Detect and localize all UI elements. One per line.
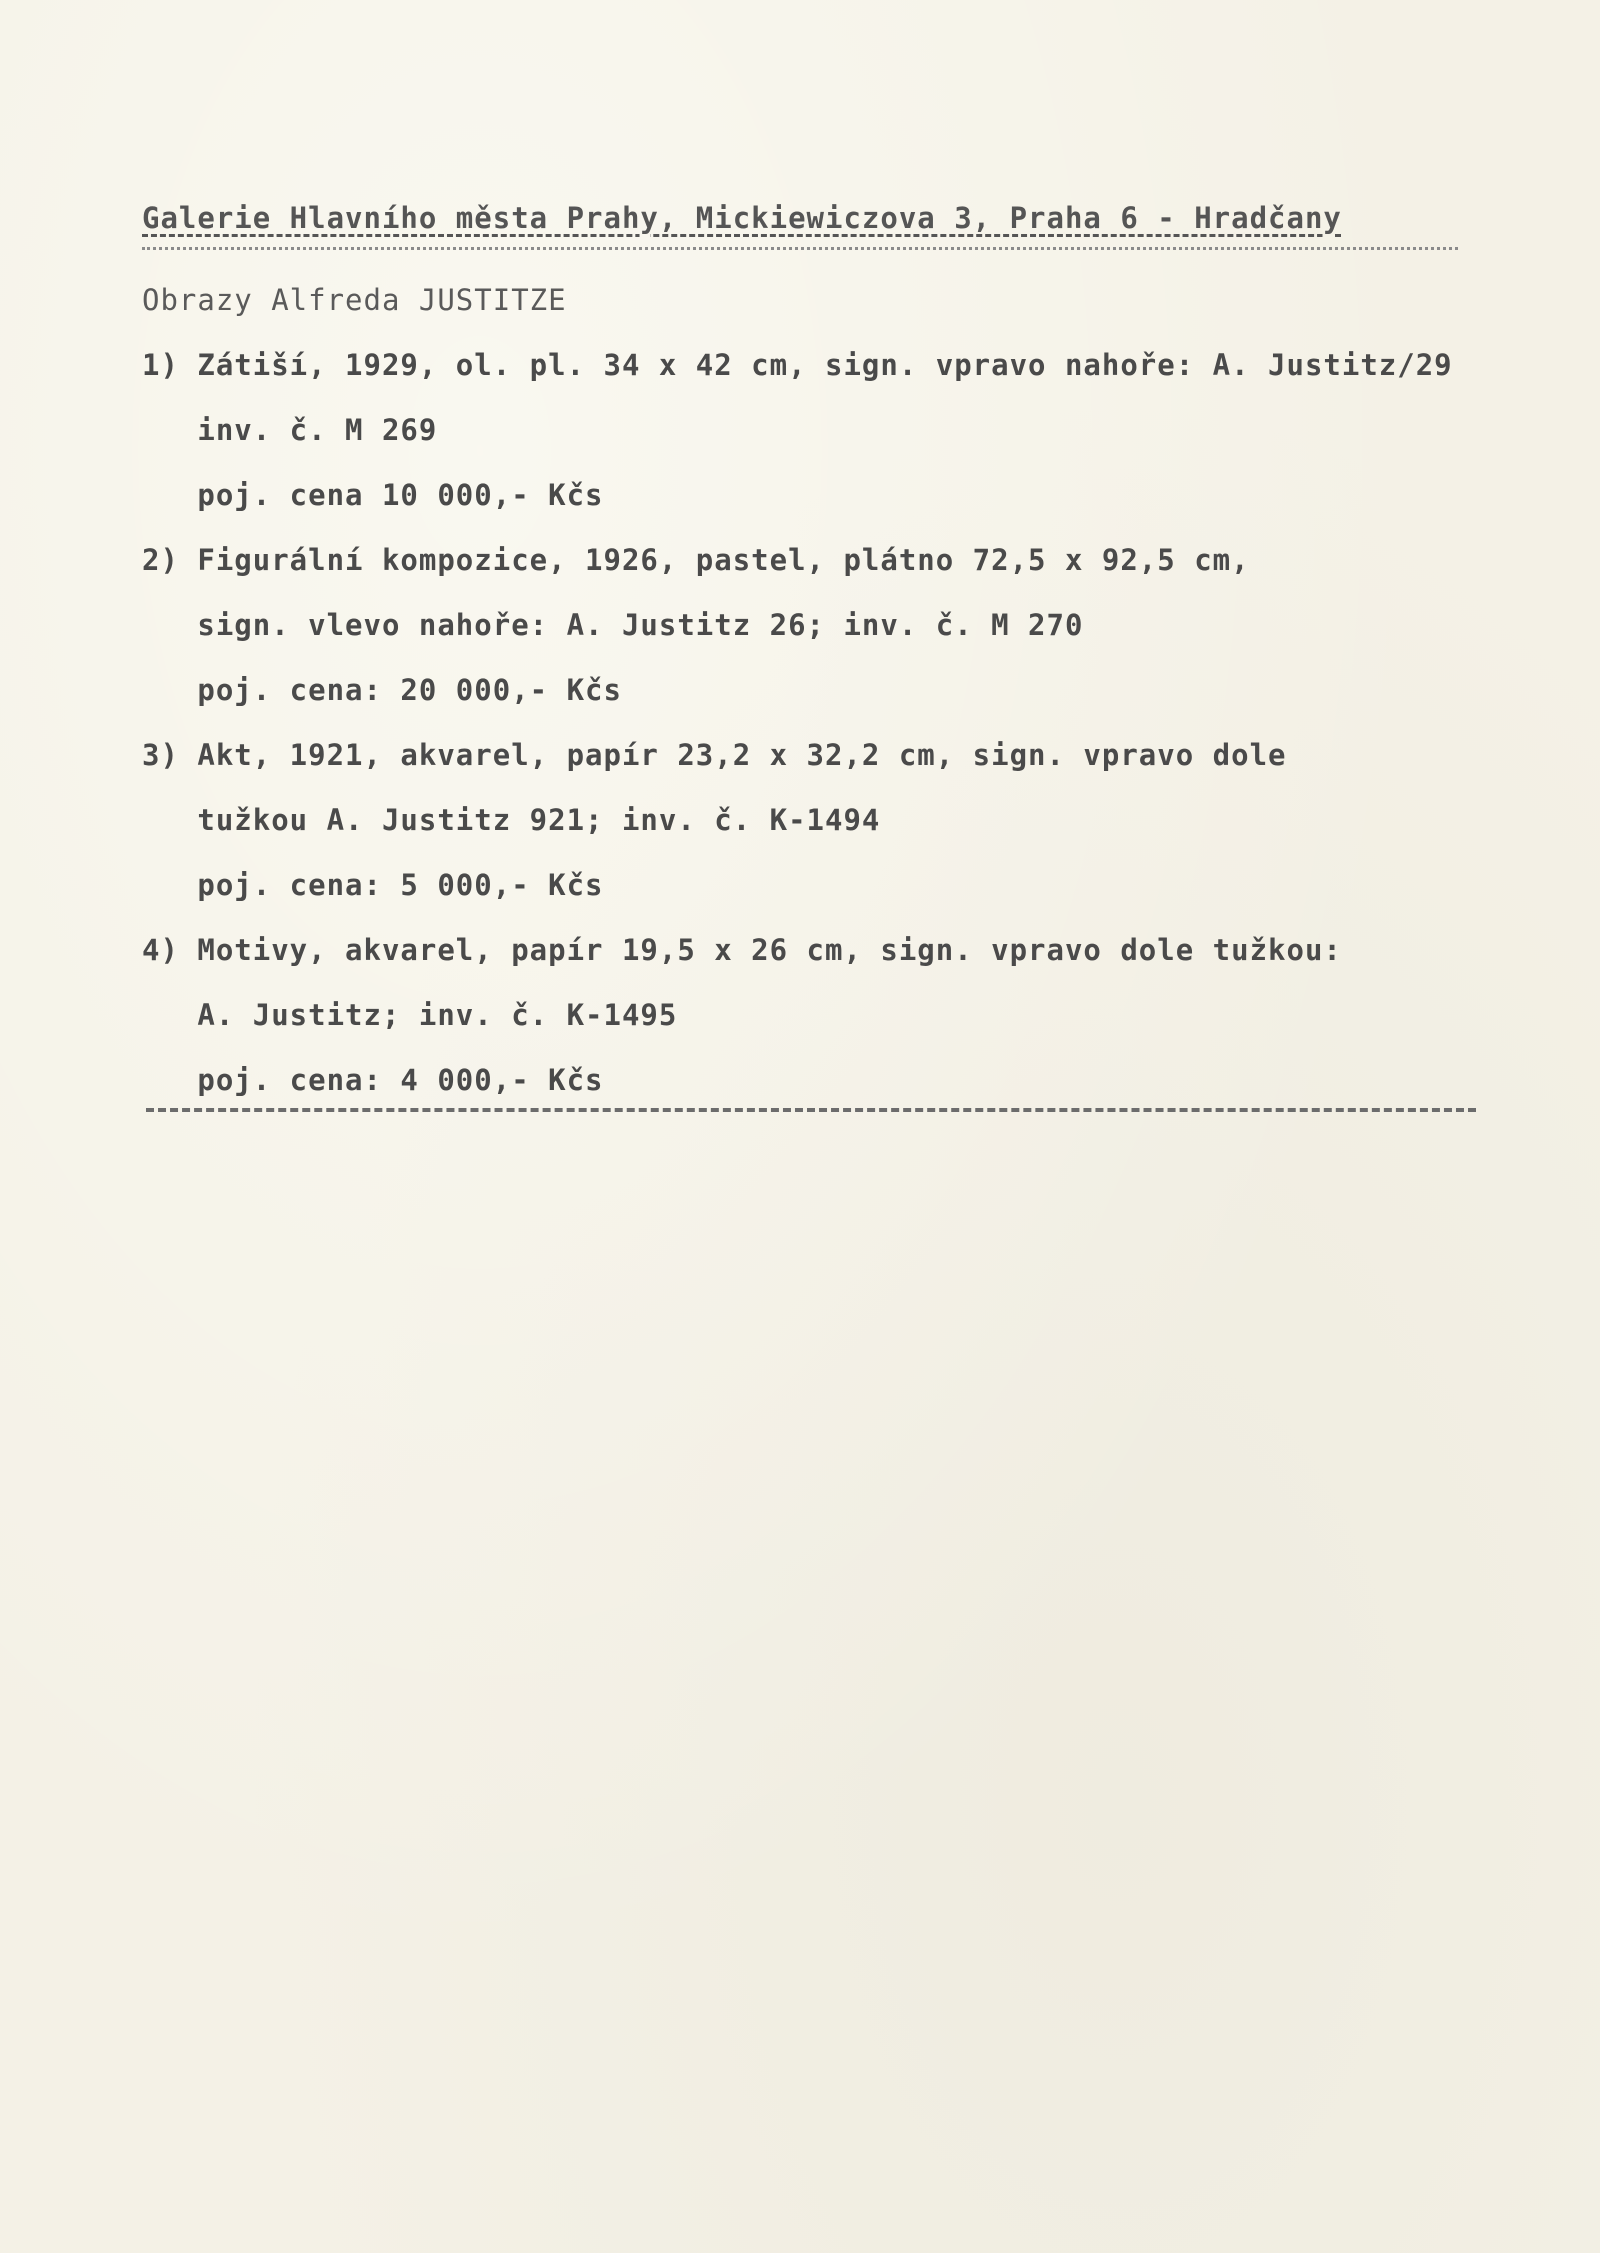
item-4-line-1: 4) Motivy, akvarel, papír 19,5 x 26 cm, sign. vpravo dole tužkou:: [142, 933, 1342, 967]
item-3-line-3: poj. cena: 5 000,- Kčs: [142, 868, 604, 902]
document-heading: Galerie Hlavního města Prahy, Mickiewiczova 3, Praha 6 - Hradčany: [142, 201, 1342, 235]
item-2-line-2: sign. vlevo nahoře: A. Justitz 26; inv. č. M 270: [142, 608, 1084, 642]
item-4-line-2: A. Justitz; inv. č. K-1495: [142, 998, 678, 1032]
item-3-line-2: tužkou A. Justitz 921; inv. č. K-1494: [142, 803, 881, 837]
item-1-line-3: poj. cena 10 000,- Kčs: [142, 478, 604, 512]
heading-underline: [142, 247, 1458, 250]
item-3-line-1: 3) Akt, 1921, akvarel, papír 23,2 x 32,2 cm, sign. vpravo dole: [142, 738, 1287, 772]
closing-dashed-rule: [146, 1108, 1476, 1112]
item-4-line-3: poj. cena: 4 000,- Kčs: [142, 1063, 604, 1097]
document-subtitle: Obrazy Alfreda JUSTITZE: [142, 283, 567, 317]
item-2-line-1: 2) Figurální kompozice, 1926, pastel, plátno 72,5 x 92,5 cm,: [142, 543, 1250, 577]
item-1-line-2: inv. č. M 269: [142, 413, 438, 447]
item-1-line-1: 1) Zátiší, 1929, ol. pl. 34 x 42 cm, sign. vpravo nahoře: A. Justitz/29: [142, 348, 1453, 382]
item-2-line-3: poj. cena: 20 000,- Kčs: [142, 673, 622, 707]
